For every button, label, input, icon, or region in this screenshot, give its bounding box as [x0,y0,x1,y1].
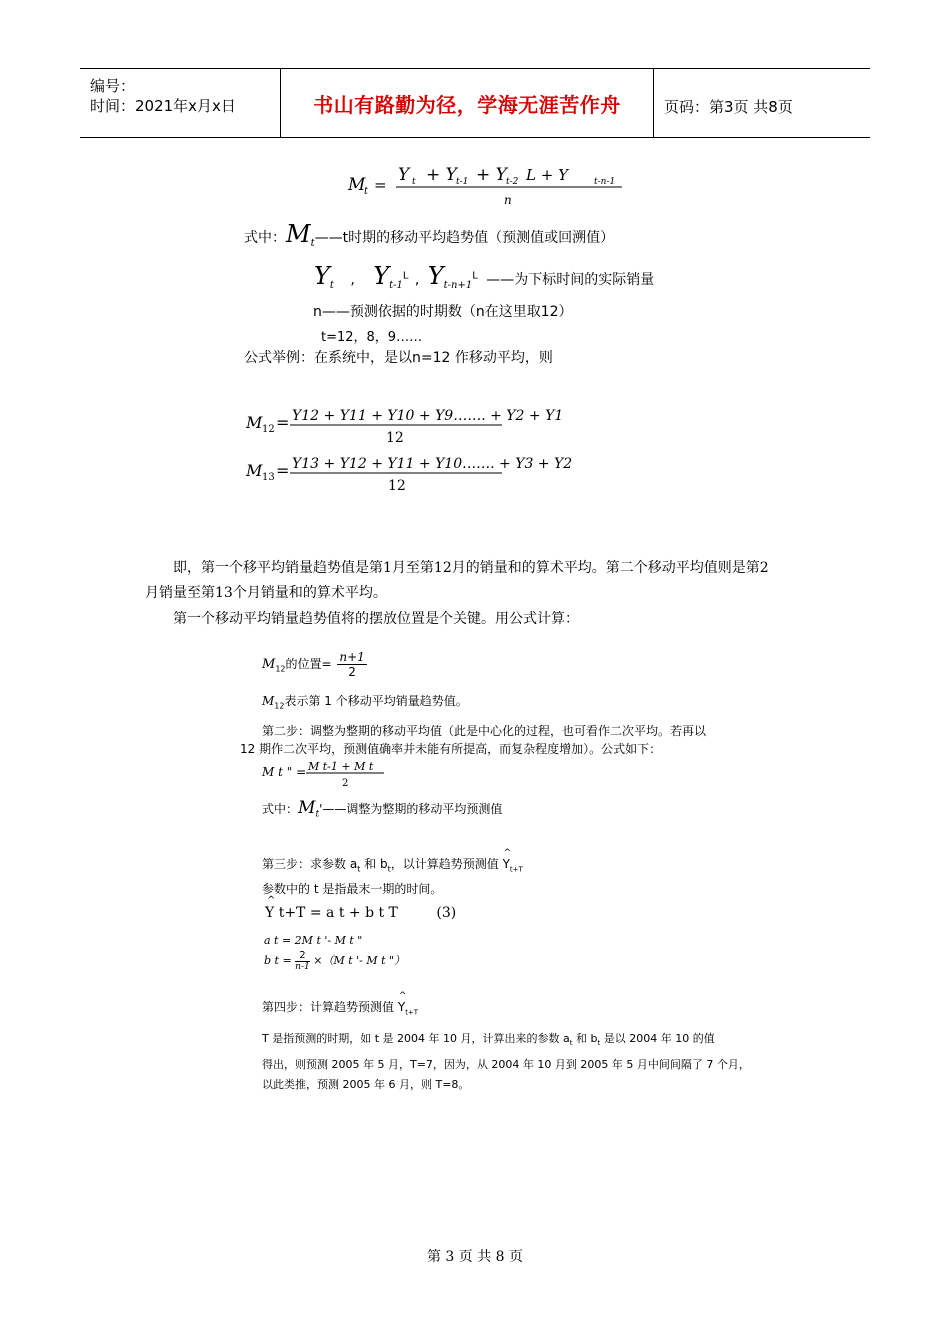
t-definition-line-1: T 是指预测的时期，如 t 是 2004 年 10 月，计算出来的参数 $a_t$ 和 $b_t$ 是以 2004 年 10 的值 [262,1032,715,1048]
svg-text:Y: Y [398,165,410,185]
y-definition-line: $Y_t$ , $Y_{t-1}^L$ , $Y_{t-n+1}^L$ ——为下标时间的实际销量 [314,262,655,291]
svg-text:M t " =: M t " = [262,765,307,779]
mt-symbol-sub: t [310,237,315,249]
svg-text:12: 12 [388,478,406,494]
page-footer [0,1246,950,1266]
header-motto: 书山有路勤为径，学海无涯苦作舟 [313,93,621,117]
y-sub-3: t-n+1 [443,279,473,291]
header-motto-cell [281,69,654,137]
svg-text:t-n-1: t-n-1 [594,177,616,187]
header-page-label: 页码：第3页 共8页 [664,98,793,116]
svg-text:=: = [276,461,290,480]
m13-formula [245,456,572,494]
paragraph-1-line-1: 即，第一个移平均销量趋势值是第1月至第12月的销量和的算术平均。第二个移动平均值则是第2 [173,560,769,576]
step3-text-c: ，以计算趋势预测值 [390,857,499,871]
m12-desc-symbol: M [262,694,275,708]
svg-text:t: t [364,186,369,197]
y-symbol-1: Y [314,262,330,290]
document-number-label: 编号： [90,77,136,95]
mt-definition: ——t时期的移动平均趋势值（预测值或回溯值） [314,230,615,246]
definition-2-sub: t [315,809,320,820]
svg-text:12: 12 [386,430,404,446]
example-intro-line: 公式举例：在系统中，是以n=12 作移动平均，则 [244,350,553,366]
svg-text:t-2: t-2 [506,177,519,187]
step3-text-a: 第三步：求参数 a [262,857,358,871]
definition-prefix: 式中： [244,230,286,246]
header-info-cell [80,69,281,137]
document-time-label: 时间：2021年x月x日 [90,97,236,115]
svg-text:=: = [276,413,290,432]
svg-text:M: M [246,461,263,480]
svg-text:Y12 + Y11 + Y10 + Y9……. + Y2 +: Y12 + Y11 + Y10 + Y9……. + Y2 + Y1 [292,408,564,424]
definition-mt-line [244,220,614,249]
m12-desc-text: 表示第 1 个移动平均销量趋势值。 [284,694,468,708]
y-symbol-2: Y [373,262,390,290]
y-ellipsis-1: L [402,270,409,282]
svg-text:+ Y: + Y [476,165,507,185]
definition-2-text: '——调整为整期的移动平均预测值 [319,802,503,816]
y-sub-1: t [329,279,334,291]
t-def-text-a: T 是指预测的时期，如 t 是 2004 年 10 月，计算出来的参数 a [262,1032,570,1045]
svg-text:M t-1 + M t: M t-1 + M t [308,760,374,773]
paragraph-1-line-2: 月销量至第13个月销量和的算术平均。 [145,585,387,601]
pos-label: 的位置= [285,657,332,671]
moving-average-formula [340,162,630,210]
y-ellipsis-2: L [472,270,478,282]
position-formula [262,650,367,679]
t-def-text-b: 和 b [576,1032,598,1045]
m12-desc-sub: 12 [274,701,285,711]
equation-a: a t = 2M t '- M t " [264,934,363,947]
eq-b-denominator: n-1 [295,962,310,972]
step2-line-1: 第二步：调整为整期的移动平均值（此是中心化的过程，也可看作二次平均。若再以 [262,724,707,738]
m12-m13-formulas [240,398,573,498]
svg-text:M: M [348,175,366,195]
y-definition-text: ——为下标时间的实际销量 [486,272,655,288]
definition-2-symbol: M [298,798,316,818]
svg-text:n: n [504,193,512,207]
step3-line-2: 参数中的 t 是指最末一期的时间。 [262,882,443,896]
svg-text:Y13 + Y12 + Y11 + Y10……. + Y3: Y13 + Y12 + Y11 + Y10……. + Y3 + Y2 [292,456,573,472]
equation-3-body: Y t+T = a t + b t T [265,905,398,921]
definition-2-prefix: 式中： [262,802,299,816]
equation-b [264,950,405,972]
t-def-text-c: 是以 2004 年 10 的值 [603,1032,715,1045]
svg-text:=: = [374,176,387,194]
step3-line-1: 第三步：求参数 $a_t$ 和 $b_t$，以计算趋势预测值 ^ $Y_{t+T}$ [262,848,523,874]
svg-text:13: 13 [262,472,275,483]
paragraph-2: 第一个移动平均销量趋势值将的摆放位置是个关键。用公式计算： [173,611,579,627]
m12-description [262,692,468,710]
pos-lhs-sub: 12 [275,664,286,674]
pos-lhs: M [262,657,276,672]
pos-numerator: n+1 [339,650,365,664]
page-header [80,68,870,138]
svg-text:+ Y: + Y [426,165,457,185]
pos-denominator: 2 [348,665,356,679]
t-definition-line-3: 以此类推，预测 2005 年 6 月，则 T=8。 [262,1078,470,1091]
step3-text-b: 和 b [364,857,388,871]
t-values-line: t=12，8，9…… [321,330,423,345]
eq-b-lhs: b t = [264,954,292,967]
svg-text:2: 2 [342,778,349,789]
y-sub-2: t-1 [389,279,403,291]
svg-text:12: 12 [262,424,275,435]
svg-text:M: M [246,413,263,432]
svg-text:L + Y: L + Y [526,166,568,184]
step4-text: 第四步：计算趋势预测值 [262,1000,395,1014]
header-page-cell [654,69,870,137]
t-definition-line-2: 得出，则预测 2005 年 5 月，T=7，因为，从 2004 年 10 月到 2005 年 5 月中间间隔了 7 个月， [262,1058,750,1071]
footer-page-number: 第 3 页 共 8 页 [426,1249,524,1265]
n-definition-line: n——预测依据的时期数（n在这里取12） [313,304,573,320]
eq-b-numerator: 2 [295,950,310,962]
equation-3: ^ Y t+T = a t + b t T (3) [265,895,457,921]
y-symbol-3: Y [427,262,444,290]
svg-text:t-1: t-1 [456,177,469,187]
mt-double-formula [258,758,408,790]
m12-formula [245,408,563,446]
svg-text:t: t [412,177,416,187]
step4-line: 第四步：计算趋势预测值 ^ $Y_{t+T}$ [262,991,419,1017]
mt-symbol: M [286,220,311,248]
step2-line-2: 12 期作二次平均，预测值确率并未能有所提高，而复杂程度增加）。公式如下： [240,742,662,756]
equation-3-number: (3) [436,905,457,921]
eq-b-rhs: ×（M t '- M t "） [313,954,406,967]
definition-2-line [262,798,502,819]
